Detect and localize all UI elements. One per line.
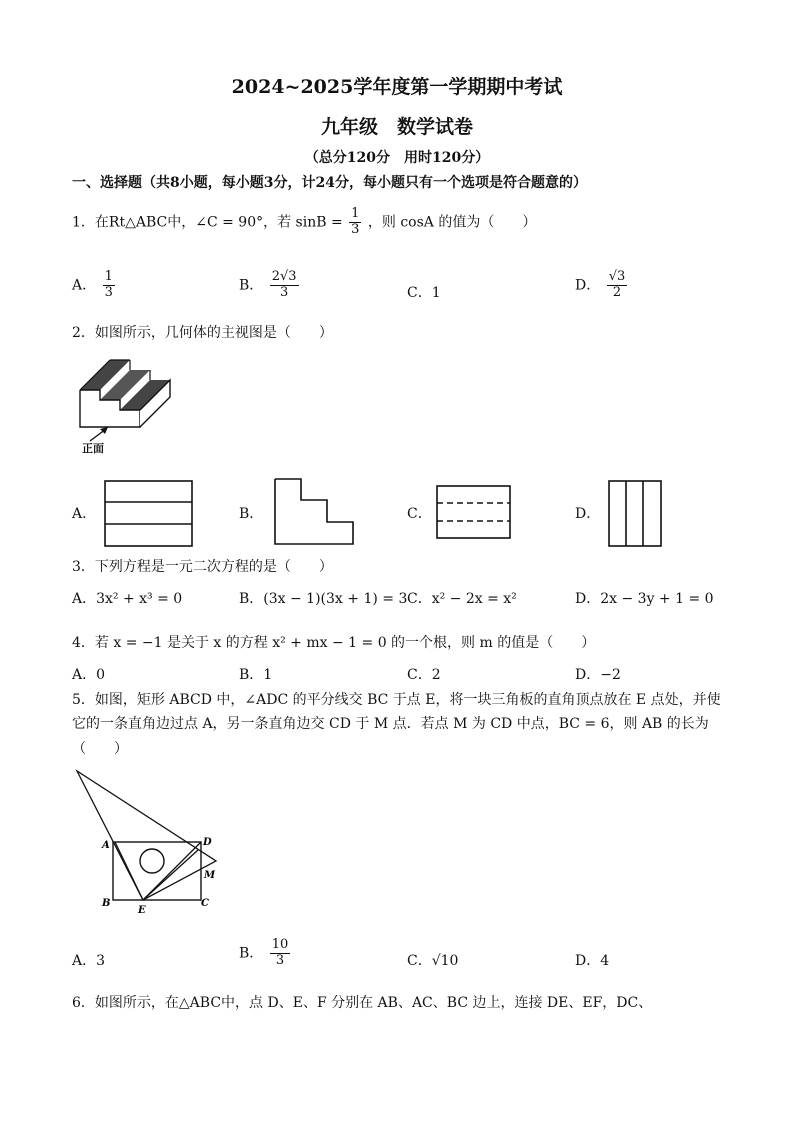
q1-text-b: ，则 cosA 的值为（ ） (367, 214, 537, 231)
frac-den: 2 (612, 284, 622, 300)
q4-option-c[interactable]: C．2 (407, 667, 441, 683)
frac-num: √3 (608, 269, 626, 284)
rectangle-triangle-figure (70, 768, 230, 918)
q5-option-a[interactable]: A．3 (72, 953, 106, 969)
question-2: 2．如图所示，几何体的主视图是（ ） (72, 325, 333, 341)
point-label-e: E (138, 905, 146, 916)
frac-den: 3 (104, 284, 113, 300)
q1-option-a[interactable] (72, 270, 117, 301)
frac-num: 2√3 (271, 269, 297, 284)
exam-title: 2024~2025学年度第一学期期中考试 (231, 76, 563, 98)
q2-option-a-label[interactable]: A． (72, 506, 97, 522)
q2-option-c-figure[interactable] (436, 485, 512, 540)
frac-den: 3 (275, 952, 285, 968)
q3-option-c[interactable]: C．x² − 2x = x² (407, 591, 517, 607)
q1-option-c[interactable] (407, 282, 441, 302)
q2-option-a-figure[interactable] (104, 480, 194, 548)
question-1 (72, 207, 536, 238)
point-label-m: M (204, 870, 216, 881)
q4-option-b[interactable]: B．1 (239, 667, 273, 683)
frac-num: 1 (104, 269, 113, 284)
exam-subtitle: 九年级 数学试卷 (320, 116, 473, 138)
frac-num: 10 (271, 937, 289, 952)
q2-option-b-label[interactable]: B． (239, 506, 264, 522)
option-label: B． (239, 277, 264, 294)
section-heading: 一、选择题（共8小题，每小题3分，计24分，每小题只有一个选项是符合题意的） (72, 175, 587, 191)
q1-option-d[interactable] (575, 270, 629, 301)
q2-option-d-label[interactable]: D． (575, 506, 601, 522)
q2-option-b-figure[interactable] (274, 478, 356, 546)
q3-option-b[interactable]: B．(3x − 1)(3x + 1) = 3 (239, 591, 408, 607)
q5-option-b[interactable] (239, 938, 292, 969)
q5-option-d[interactable]: D．4 (575, 953, 610, 969)
question-5-line-2: 它的一条直角边过点 A，另一条直角边交 CD 于 M 点．若点 M 为 CD 中点，BC = 6，则 AB 的长为 (72, 716, 709, 732)
q2-option-c-label[interactable]: C． (407, 506, 432, 522)
point-label-d: D (203, 837, 212, 848)
question-3: 3．下列方程是一元二次方程的是（ ） (72, 559, 333, 575)
question-6: 6．如图所示，在△ABC中，点 D、E、F 分别在 AB、AC、BC 边上，连接 DE、EF，DC、 (72, 995, 653, 1011)
question-5-line-3: （ ） (72, 741, 128, 757)
option-label: D． (575, 277, 601, 294)
q3-option-a[interactable]: A．3x² + x³ = 0 (72, 591, 183, 607)
question-4: 4．若 x = −1 是关于 x 的方程 x² + mx − 1 = 0 的一个根，则 m 的值是（ ） (72, 635, 596, 651)
option-value: √10 (431, 953, 459, 969)
option-label: C． (407, 953, 432, 969)
option-value: 1 (431, 285, 441, 301)
q5-option-c[interactable] (407, 950, 458, 970)
q1-frac-den: 3 (351, 221, 360, 237)
option-label: A． (72, 277, 97, 294)
frac-den: 3 (280, 284, 289, 300)
point-label-b: B (102, 898, 111, 909)
option-label: B． (239, 945, 264, 962)
front-label: 正面 (82, 442, 104, 455)
question-5-line-1: 5．如图，矩形 ABCD 中，∠ADC 的平分线交 BC 于点 E，将一块三角板的直角顶点放在 E 点处，并使 (72, 692, 721, 708)
q1-option-b[interactable] (239, 270, 301, 301)
q2-option-d-figure[interactable] (608, 480, 663, 548)
option-label: C． (407, 285, 432, 301)
point-label-c: C (201, 898, 209, 909)
q1-fraction (349, 207, 361, 238)
q4-option-a[interactable]: A．0 (72, 667, 106, 683)
point-label-a: A (102, 840, 110, 851)
q4-option-d[interactable]: D．−2 (575, 667, 621, 683)
q1-text-a: 1．在Rt△ABC中，∠C = 90°，若 sinB = (72, 214, 343, 231)
q1-frac-num: 1 (351, 206, 360, 221)
exam-info: （总分120分 用时120分） (304, 150, 490, 166)
q3-option-d[interactable]: D．2x − 3y + 1 = 0 (575, 591, 714, 607)
